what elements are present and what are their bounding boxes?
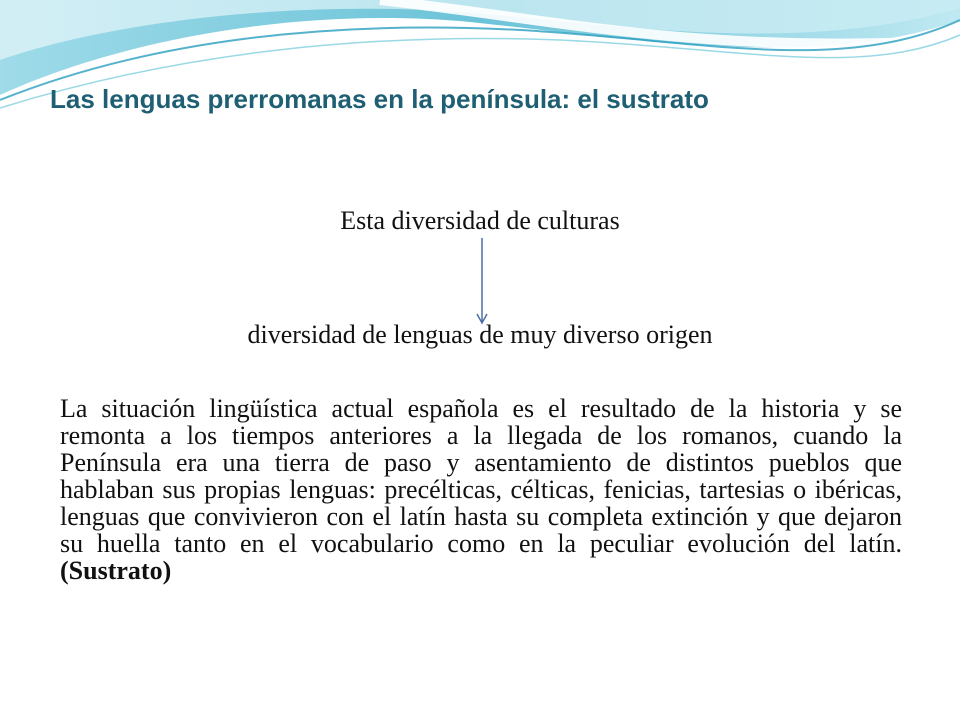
paragraph-text: La situación lingüística actual española es el resultado de la historia y se remonta a los tiempos anteriores a la llegada de los romanos, cuando la Península era una tierra de paso y asentamiento de distintos pueblos que hablaban sus propias lenguas: precélticas, célticas, fenicias, tartesias o ibéricas, lenguas que convivieron con el latín hasta su completa extinción y que dejaron su huella tanto en el vocabulario como en la peculiar evolución del latín. xyxy=(60,394,902,558)
slide-title: Las lenguas prerromanas en la península: el sustrato xyxy=(50,84,709,114)
paragraph-close-paren: ) xyxy=(162,556,172,585)
sustrato-term: Sustrato xyxy=(68,556,163,585)
result-line: diversidad de lenguas de muy diverso origen xyxy=(247,320,713,349)
intro-line: Esta diversidad de culturas xyxy=(340,206,620,235)
down-arrow-icon xyxy=(472,238,492,326)
body-paragraph xyxy=(60,395,902,584)
paragraph-open-paren: ( xyxy=(60,556,69,585)
